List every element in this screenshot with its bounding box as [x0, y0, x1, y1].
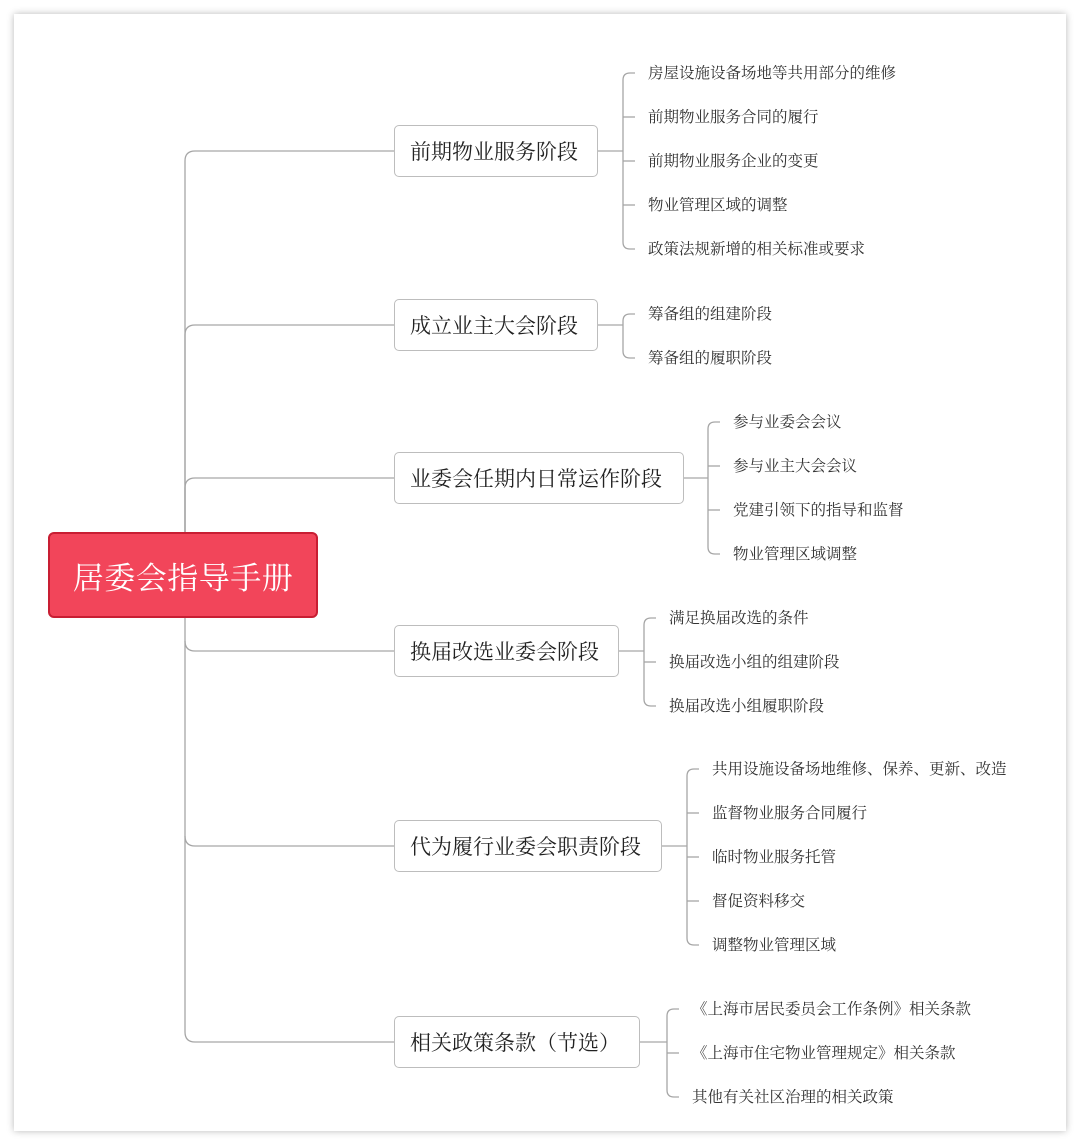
leaf-node[interactable]: 参与业委会会议: [733, 413, 842, 431]
branch-connector: [185, 641, 394, 651]
branch-node-preliminary-property-service[interactable]: 前期物业服务阶段: [394, 125, 598, 177]
leaf-node[interactable]: 换届改选小组的组建阶段: [669, 653, 840, 671]
leaf-node[interactable]: 参与业主大会会议: [733, 457, 858, 475]
branch-node-related-policy-clauses[interactable]: 相关政策条款（节选）: [394, 1016, 640, 1068]
leaf-node[interactable]: 督促资料移交: [712, 892, 806, 910]
leaf-node[interactable]: 筹备组的组建阶段: [648, 305, 773, 323]
leaf-node[interactable]: 监督物业服务合同履行: [712, 804, 868, 822]
leaf-node[interactable]: 换届改选小组履职阶段: [669, 697, 825, 715]
leaf-node[interactable]: 物业管理区域调整: [733, 545, 858, 563]
leaf-node[interactable]: 政策法规新增的相关标准或要求: [648, 240, 866, 258]
leaf-node[interactable]: 共用设施设备场地维修、保养、更新、改造: [712, 760, 1007, 778]
leaf-node[interactable]: 满足换届改选的条件: [669, 609, 809, 627]
trunk-line: [185, 151, 394, 532]
leaf-bracket: [708, 422, 720, 554]
leaf-node[interactable]: 党建引领下的指导和监督: [733, 501, 904, 519]
leaf-node[interactable]: 临时物业服务托管: [712, 848, 837, 866]
branch-node-acting-committee-duties[interactable]: 代为履行业委会职责阶段: [394, 820, 662, 872]
leaf-node[interactable]: 筹备组的履职阶段: [648, 349, 773, 367]
leaf-node[interactable]: 《上海市居民委员会工作条例》相关条款: [692, 1000, 972, 1018]
branch-node-committee-daily-operation[interactable]: 业委会任期内日常运作阶段: [394, 452, 684, 504]
leaf-node[interactable]: 前期物业服务企业的变更: [648, 152, 819, 170]
root-node[interactable]: 居委会指导手册: [48, 532, 318, 618]
leaf-node[interactable]: 房屋设施设备场地等共用部分的维修: [648, 64, 897, 82]
branch-node-committee-reelection[interactable]: 换届改选业委会阶段: [394, 625, 619, 677]
leaf-node[interactable]: 《上海市住宅物业管理规定》相关条款: [692, 1044, 956, 1062]
trunk-line: [185, 618, 394, 1042]
branch-connector: [185, 325, 394, 335]
branch-connector: [185, 836, 394, 846]
leaf-node[interactable]: 物业管理区域的调整: [648, 196, 788, 214]
leaf-node[interactable]: 调整物业管理区域: [712, 936, 837, 954]
leaf-node[interactable]: 前期物业服务合同的履行: [648, 108, 819, 126]
branch-node-owners-assembly-establishment[interactable]: 成立业主大会阶段: [394, 299, 598, 351]
leaf-node[interactable]: 其他有关社区治理的相关政策: [692, 1088, 894, 1106]
leaf-bracket: [623, 314, 635, 358]
branch-connector: [185, 478, 394, 488]
